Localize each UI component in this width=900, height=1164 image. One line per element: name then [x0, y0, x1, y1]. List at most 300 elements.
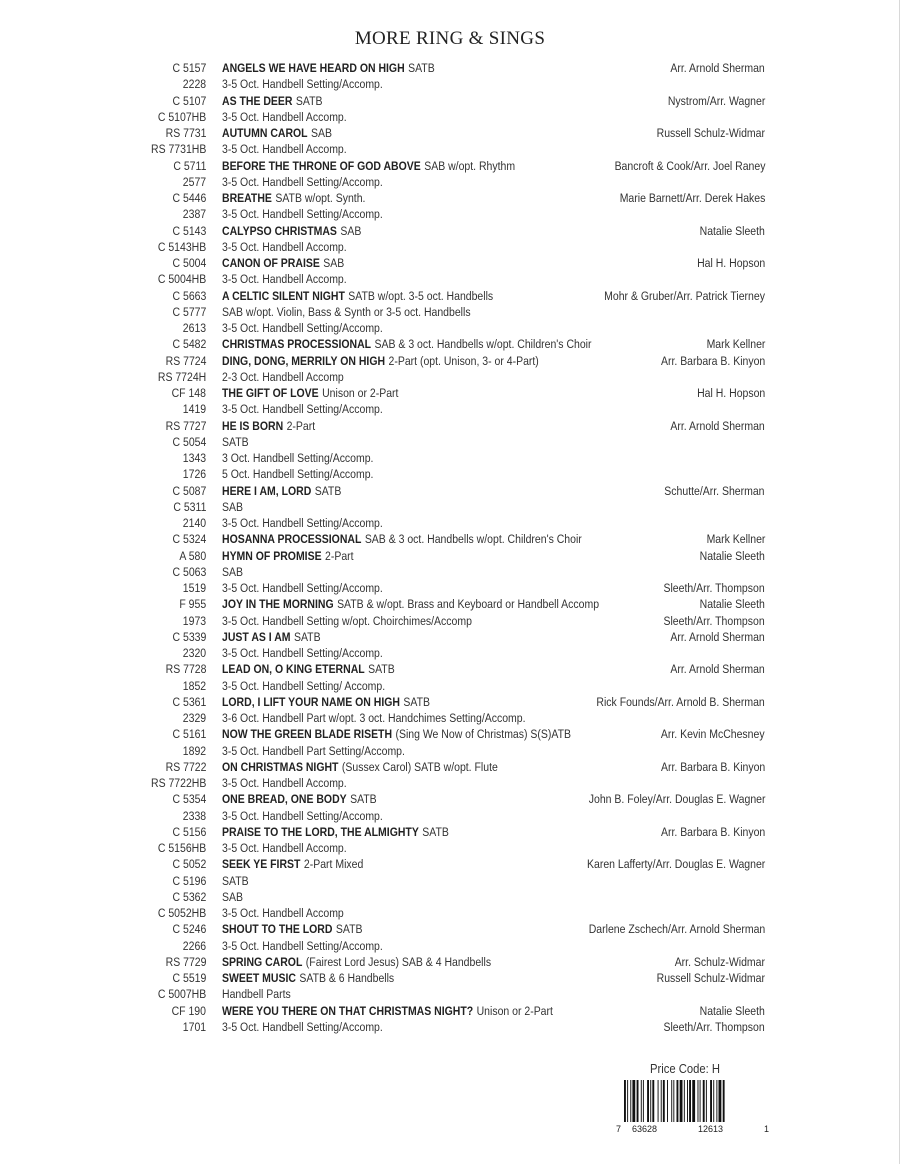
song-title: AS THE DEER: [222, 93, 293, 108]
catalog-code: RS 7724: [165, 353, 206, 368]
catalog-row: [0, 336, 900, 352]
composer-credit: Natalie Sleeth: [699, 1003, 765, 1018]
catalog-row: [0, 271, 900, 287]
voicing-description: 3-5 Oct. Handbell Setting w/opt. Choirchimes/Accomp: [222, 613, 472, 628]
voicing-description: SATB: [293, 629, 321, 644]
composer-credit: Bancroft & Cook/Arr. Joel Raney: [614, 158, 765, 173]
voicing-description: SATB: [408, 61, 435, 75]
catalog-entry: [222, 938, 383, 954]
voicing-description: SATB & w/opt. Brass and Keyboard or Handbell Accomp: [337, 597, 600, 612]
catalog-entry: [222, 206, 383, 222]
catalog-entry: [222, 613, 472, 629]
voicing-description: 3-6 Oct. Handbell Part w/opt. 3 oct. Handchimes Setting/Accomp.: [222, 711, 526, 725]
composer-credit: Hal H. Hopson: [696, 256, 765, 270]
catalog-entry: [222, 93, 323, 109]
song-title: PRAISE TO THE LORD, THE ALMIGHTY: [222, 824, 419, 839]
catalog-entry: [222, 60, 435, 76]
song-title: SHOUT TO THE LORD: [222, 922, 333, 937]
song-title: HOSANNA PROCESSIONAL: [222, 532, 362, 547]
catalog-entry: [222, 986, 291, 1002]
catalog-code: C 5196: [172, 873, 206, 888]
voicing-description: SATB w/opt. Synth.: [275, 191, 366, 205]
barcode-bar: [658, 1080, 659, 1122]
voicing-description: SATB: [368, 662, 395, 677]
catalog-entry: [222, 1019, 383, 1035]
catalog-code: C 5161: [172, 727, 206, 742]
voicing-description: Handbell Parts: [222, 987, 291, 1002]
catalog-row: [0, 580, 900, 596]
catalog-row: [0, 385, 900, 401]
catalog-entry: [222, 808, 383, 824]
song-title: HERE I AM, LORD: [222, 483, 312, 498]
voicing-description: 3-5 Oct. Handbell Setting/Accomp.: [222, 174, 383, 189]
song-title: AUTUMN CAROL: [222, 126, 308, 140]
catalog-row: [0, 921, 900, 937]
voicing-description: 3-5 Oct. Handbell Accomp.: [222, 239, 347, 254]
catalog-code: 1726: [182, 467, 206, 482]
catalog-row: [0, 661, 900, 677]
catalog-code: C 5361: [172, 694, 206, 709]
voicing-description: 2-Part Mixed: [303, 857, 364, 872]
composer-credit: Arr. Barbara B. Kinyon: [660, 353, 765, 368]
barcode-bar: [719, 1080, 722, 1122]
barcode-bar: [641, 1080, 642, 1122]
barcode-bar: [627, 1080, 628, 1122]
catalog-code: CF 190: [171, 1003, 206, 1018]
song-title: ANGELS WE HAVE HEARD ON HIGH: [222, 61, 405, 75]
composer-credit: Mark Kellner: [706, 532, 765, 547]
catalog-row: [0, 109, 900, 125]
voicing-description: 5 Oct. Handbell Setting/Accomp.: [222, 467, 374, 482]
catalog-code: C 5087: [172, 483, 206, 498]
voicing-description: SAB: [323, 256, 345, 270]
voicing-description: SAB: [222, 564, 243, 579]
catalog-row: [0, 206, 900, 222]
catalog-row: [0, 531, 900, 547]
song-title: THE GIFT OF LOVE: [222, 386, 319, 400]
catalog-entry: [222, 791, 377, 807]
catalog-entry: [222, 483, 341, 499]
catalog-code: C 5324: [172, 532, 206, 547]
composer-credit: Nystrom/Arr. Wagner: [667, 93, 765, 108]
catalog-entry: [222, 661, 395, 677]
catalog-row: [0, 970, 900, 986]
voicing-description: SAB & 3 oct. Handbells w/opt. Children's Choir: [364, 532, 582, 547]
composer-credit: Arr. Arnold Sherman: [670, 61, 765, 75]
voicing-description: 3-5 Oct. Handbell Setting/Accomp.: [222, 1019, 383, 1034]
voicing-description: 3 Oct. Handbell Setting/Accomp.: [222, 451, 374, 465]
barcode-bar: [692, 1080, 695, 1122]
voicing-description: 3-5 Oct. Handbell Accomp.: [222, 776, 347, 790]
composer-credit: Natalie Sleeth: [699, 548, 765, 563]
barcode-bar: [643, 1080, 644, 1122]
composer-credit: Arr. Arnold Sherman: [670, 418, 765, 433]
catalog-row: [0, 938, 900, 954]
composer-credit: Arr. Arnold Sherman: [670, 662, 765, 677]
barcode-bar: [689, 1080, 691, 1122]
catalog-code: C 5143HB: [157, 239, 206, 254]
catalog-row: [0, 613, 900, 629]
catalog-entry: [222, 678, 385, 694]
composer-credit: Arr. Schulz-Widmar: [674, 954, 765, 969]
voicing-description: SATB & 6 Handbells: [299, 971, 395, 985]
barcode-bar: [710, 1080, 712, 1122]
catalog-code: C 5446: [172, 191, 206, 205]
composer-credit: Sleeth/Arr. Thompson: [663, 1019, 765, 1034]
barcode-bar: [624, 1080, 626, 1122]
composer-credit: Sleeth/Arr. Thompson: [663, 581, 765, 595]
catalog-list: [0, 60, 900, 1035]
catalog-entry: [222, 759, 498, 775]
catalog-row: [0, 434, 900, 450]
catalog-code: C 5362: [172, 889, 206, 904]
voicing-description: Unison or 2-Part: [476, 1003, 553, 1018]
catalog-code: 1419: [182, 402, 206, 417]
catalog-row: [0, 743, 900, 759]
catalog-code: C 5143: [172, 223, 206, 238]
catalog-entry: [222, 824, 449, 840]
catalog-code: C 5246: [172, 922, 206, 937]
catalog-row: [0, 1003, 900, 1019]
catalog-entry: [222, 141, 347, 157]
barcode-bar: [667, 1080, 668, 1122]
catalog-row: [0, 645, 900, 661]
barcode-bar: [680, 1080, 683, 1122]
voicing-description: (Sing We Now of Christmas) S(S)ATB: [395, 727, 571, 742]
barcode-bar: [684, 1080, 685, 1122]
barcode-bar: [663, 1080, 665, 1122]
voicing-description: SAB: [222, 889, 243, 904]
voicing-description: 3-5 Oct. Handbell Accomp.: [222, 142, 347, 157]
voicing-description: 3-5 Oct. Handbell Setting/ Accomp.: [222, 678, 386, 693]
catalog-code: 2228: [182, 77, 206, 92]
catalog-entry: [222, 125, 332, 141]
composer-credit: Karen Lafferty/Arr. Douglas E. Wagner: [586, 857, 765, 872]
barcode-bar: [637, 1080, 639, 1122]
composer-credit: Rick Founds/Arr. Arnold B. Sherman: [596, 694, 765, 709]
composer-credit: Arr. Arnold Sherman: [670, 629, 765, 644]
catalog-row: [0, 369, 900, 385]
song-title: WERE YOU THERE ON THAT CHRISTMAS NIGHT?: [222, 1003, 474, 1018]
catalog-row: [0, 548, 900, 564]
catalog-row: [0, 856, 900, 872]
catalog-entry: [222, 174, 383, 190]
catalog-code: C 5107HB: [157, 109, 206, 124]
song-title: SPRING CAROL: [222, 954, 303, 969]
catalog-row: [0, 775, 900, 791]
catalog-code: C 5054: [172, 434, 206, 449]
catalog-entry: [222, 320, 383, 336]
catalog-row: [0, 694, 900, 710]
catalog-code: 2266: [182, 938, 206, 953]
price-code: Price Code: H: [650, 1062, 721, 1076]
catalog-row: [0, 954, 900, 970]
voicing-description: SAB w/opt. Violin, Bass & Synth or 3-5 oct. Handbells: [222, 304, 471, 319]
voicing-description: SATB: [314, 483, 342, 498]
catalog-code: C 5777: [172, 304, 206, 319]
composer-credit: Natalie Sleeth: [699, 597, 765, 612]
voicing-description: SATB: [335, 922, 363, 937]
barcode-bar: [723, 1080, 725, 1122]
voicing-description: SAB w/opt. Rhythm: [424, 158, 516, 173]
catalog-row: [0, 873, 900, 889]
voicing-description: SAB: [311, 126, 333, 140]
barcode-bar: [687, 1080, 688, 1122]
catalog-row: [0, 596, 900, 612]
barcode-bar: [713, 1080, 714, 1122]
catalog-code: 2338: [182, 808, 206, 823]
catalog-code: F 955: [179, 597, 206, 612]
catalog-row: [0, 889, 900, 905]
voicing-description: 3-5 Oct. Handbell Setting/Accomp.: [222, 77, 383, 92]
catalog-row: [0, 499, 900, 515]
voicing-description: SATB: [222, 873, 249, 888]
catalog-entry: [222, 596, 599, 612]
barcode-bar: [716, 1080, 717, 1122]
voicing-description: SATB: [295, 93, 323, 108]
catalog-entry: [222, 255, 344, 271]
catalog-entry: [222, 531, 582, 547]
catalog-row: [0, 905, 900, 921]
catalog-row: [0, 726, 900, 742]
barcode-bar: [650, 1080, 651, 1122]
composer-credit: Russell Schulz-Widmar: [656, 971, 765, 985]
catalog-code: C 5004HB: [157, 272, 206, 287]
catalog-entry: [222, 970, 394, 986]
catalog-code: 1973: [182, 613, 206, 628]
catalog-entry: [222, 775, 347, 791]
voicing-description: 2-3 Oct. Handbell Accomp: [222, 369, 344, 384]
catalog-entry: [222, 385, 398, 401]
barcode-digits-group-1: 63628: [632, 1124, 658, 1134]
composer-credit: Sleeth/Arr. Thompson: [663, 613, 765, 628]
catalog-code: C 5052: [172, 857, 206, 872]
catalog-row: [0, 174, 900, 190]
voicing-description: 3-5 Oct. Handbell Setting/Accomp.: [222, 321, 383, 335]
catalog-row: [0, 1019, 900, 1035]
catalog-code: 2320: [182, 646, 206, 660]
catalog-entry: [222, 873, 249, 889]
barcode-bar: [677, 1080, 679, 1122]
barcode-bar: [671, 1080, 672, 1122]
catalog-entry: [222, 726, 571, 742]
barcode-digits-group-2: 12613: [698, 1124, 724, 1134]
voicing-description: 3-5 Oct. Handbell Accomp.: [222, 841, 347, 855]
catalog-row: [0, 986, 900, 1002]
catalog-code: C 5007HB: [157, 987, 206, 1002]
catalog-row: [0, 93, 900, 109]
barcode-bars: [624, 1080, 725, 1122]
catalog-row: [0, 223, 900, 239]
catalog-code: RS 7724H: [157, 369, 206, 384]
catalog-code: C 5156HB: [157, 841, 206, 855]
catalog-code: 1343: [182, 451, 206, 465]
composer-credit: Schutte/Arr. Sherman: [664, 483, 765, 498]
catalog-entry: [222, 1003, 553, 1019]
catalog-code: RS 7731HB: [150, 142, 206, 157]
barcode-bar: [661, 1080, 662, 1122]
catalog-entry: [222, 743, 405, 759]
catalog-entry: [222, 288, 493, 304]
voicing-description: SATB: [350, 792, 377, 807]
catalog-code: 2613: [182, 321, 206, 335]
barcode-image: [614, 1078, 774, 1134]
catalog-code: C 5339: [172, 629, 206, 644]
catalog-entry: [222, 434, 249, 450]
catalog-code: 2140: [182, 516, 206, 530]
catalog-entry: [222, 190, 365, 206]
catalog-entry: [222, 905, 344, 921]
catalog-code: RS 7728: [165, 662, 206, 677]
barcode-bar: [652, 1080, 654, 1122]
song-title: A CELTIC SILENT NIGHT: [222, 288, 345, 303]
barcode-bar: [700, 1080, 701, 1122]
song-title: JUST AS I AM: [222, 629, 291, 644]
composer-credit: Hal H. Hopson: [696, 386, 765, 400]
catalog-row: [0, 564, 900, 580]
voicing-description: SAB & 3 oct. Handbells w/opt. Children's Choir: [374, 337, 592, 352]
barcode-digit-right: 1: [764, 1124, 770, 1134]
catalog-row: [0, 158, 900, 174]
catalog-code: 1852: [182, 678, 206, 693]
catalog-row: [0, 304, 900, 320]
barcode-digit-left: 7: [616, 1124, 622, 1134]
barcode-bar: [632, 1080, 635, 1122]
catalog-code: RS 7722: [165, 759, 206, 774]
catalog-code: C 5482: [172, 337, 206, 352]
catalog-code: C 5157: [172, 61, 206, 75]
catalog-row: [0, 353, 900, 369]
voicing-description: SATB: [422, 824, 449, 839]
composer-credit: Marie Barnett/Arr. Derek Hakes: [619, 191, 765, 205]
catalog-entry: [222, 840, 347, 856]
voicing-description: SATB: [222, 434, 249, 449]
catalog-entry: [222, 710, 526, 726]
catalog-entry: [222, 515, 383, 531]
catalog-code: A 580: [179, 548, 206, 563]
composer-credit: Mark Kellner: [706, 337, 765, 352]
catalog-row: [0, 418, 900, 434]
voicing-description: SATB w/opt. 3-5 oct. Handbells: [348, 288, 494, 303]
catalog-entry: [222, 76, 383, 92]
voicing-description: 3-5 Oct. Handbell Setting/Accomp.: [222, 402, 383, 417]
barcode-bar: [647, 1080, 649, 1122]
catalog-code: 2577: [182, 174, 206, 189]
voicing-description: 3-5 Oct. Handbell Accomp.: [222, 109, 347, 124]
composer-credit: Arr. Barbara B. Kinyon: [660, 759, 765, 774]
voicing-description: 3-5 Oct. Handbell Accomp: [222, 906, 344, 920]
voicing-description: 3-5 Oct. Handbell Setting/Accomp.: [222, 938, 383, 953]
catalog-row: [0, 678, 900, 694]
composer-credit: John B. Foley/Arr. Douglas E. Wagner: [588, 792, 765, 807]
voicing-description: SATB: [403, 694, 431, 709]
catalog-entry: [222, 629, 321, 645]
song-title: BEFORE THE THRONE OF GOD ABOVE: [222, 158, 421, 173]
catalog-row: [0, 824, 900, 840]
catalog-entry: [222, 889, 243, 905]
catalog-row: [0, 76, 900, 92]
catalog-row: [0, 141, 900, 157]
composer-credit: Mohr & Gruber/Arr. Patrick Tierney: [604, 288, 765, 303]
catalog-entry: [222, 223, 361, 239]
catalog-code: C 5004: [172, 256, 206, 270]
barcode-bar: [630, 1080, 631, 1122]
catalog-entry: [222, 466, 373, 482]
catalog-entry: [222, 304, 471, 320]
catalog-code: C 5156: [172, 824, 206, 839]
catalog-row: [0, 483, 900, 499]
voicing-description: 3-5 Oct. Handbell Setting/Accomp.: [222, 808, 383, 823]
catalog-entry: [222, 921, 362, 937]
barcode-bar: [698, 1080, 699, 1122]
voicing-description: (Sussex Carol) SATB w/opt. Flute: [341, 759, 498, 774]
song-title: JOY IN THE MORNING: [222, 597, 334, 612]
catalog-entry: [222, 158, 515, 174]
catalog-code: 1701: [182, 1019, 206, 1034]
catalog-entry: [222, 369, 344, 385]
catalog-row: [0, 288, 900, 304]
composer-credit: Natalie Sleeth: [699, 223, 765, 238]
voicing-description: SAB: [340, 223, 362, 238]
catalog-code: C 5052HB: [157, 906, 206, 920]
catalog-row: [0, 190, 900, 206]
catalog-code: C 5063: [172, 564, 206, 579]
catalog-row: [0, 320, 900, 336]
catalog-row: [0, 255, 900, 271]
song-title: ONE BREAD, ONE BODY: [222, 792, 347, 807]
catalog-entry: [222, 856, 363, 872]
song-title: DING, DONG, MERRILY ON HIGH: [222, 353, 386, 368]
song-title: CHRISTMAS PROCESSIONAL: [222, 337, 372, 352]
composer-credit: Darlene Zschech/Arr. Arnold Sherman: [588, 922, 765, 937]
page-title: MORE RING & SINGS: [354, 28, 546, 49]
catalog-row: [0, 808, 900, 824]
catalog-entry: [222, 499, 243, 515]
voicing-description: 3-5 Oct. Handbell Setting/Accomp.: [222, 516, 383, 530]
catalog-code: C 5107: [172, 93, 206, 108]
catalog-row: [0, 401, 900, 417]
catalog-entry: [222, 418, 315, 434]
catalog-row: [0, 515, 900, 531]
catalog-entry: [222, 109, 347, 125]
catalog-code: RS 7729: [165, 954, 206, 969]
catalog-row: [0, 60, 900, 76]
catalog-entry: [222, 401, 383, 417]
catalog-code: C 5311: [172, 499, 206, 514]
song-title: NOW THE GREEN BLADE RISETH: [222, 727, 393, 742]
song-title: ON CHRISTMAS NIGHT: [222, 759, 339, 774]
composer-credit: Arr. Kevin McChesney: [661, 727, 765, 742]
catalog-entry: [222, 694, 430, 710]
catalog-row: [0, 791, 900, 807]
catalog-entry: [222, 548, 354, 564]
catalog-row: [0, 629, 900, 645]
catalog-code: C 5519: [172, 971, 206, 985]
barcode-bar: [703, 1080, 705, 1122]
catalog-row: [0, 450, 900, 466]
voicing-description: 3-5 Oct. Handbell Setting/Accomp.: [222, 646, 383, 660]
barcode-bar: [673, 1080, 674, 1122]
catalog-code: 1519: [182, 581, 206, 595]
voicing-description: (Fairest Lord Jesus) SAB & 4 Handbells: [305, 954, 492, 969]
composer-credit: Arr. Barbara B. Kinyon: [660, 824, 765, 839]
song-title: SEEK YE FIRST: [222, 857, 301, 872]
catalog-entry: [222, 954, 491, 970]
voicing-description: Unison or 2-Part: [322, 386, 399, 400]
catalog-code: 2387: [182, 207, 206, 222]
catalog-entry: [222, 645, 383, 661]
voicing-description: SAB: [222, 499, 243, 514]
